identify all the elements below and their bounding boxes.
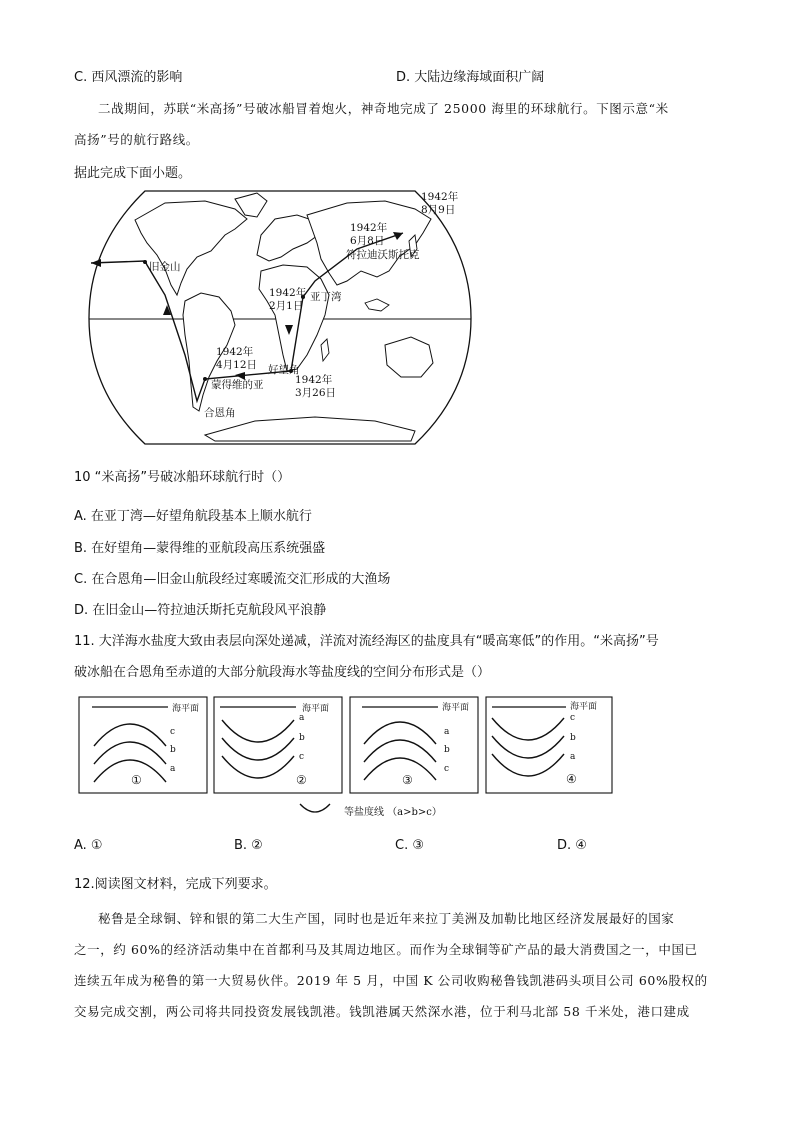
label-date-aug: 1942年 8月9日 bbox=[421, 191, 459, 216]
panel-4-label-mid: b bbox=[570, 733, 576, 743]
panel-4-label-top: c bbox=[570, 713, 576, 723]
q12-line-3: 连续五年成为秘鲁的第一大贸易伙伴。2019 年 5 月，中国 K 公司收购秘鲁钱凯港码头项目公司 60%股权的 bbox=[74, 973, 708, 988]
panel-3-label-bottom: c bbox=[444, 764, 450, 774]
q12-stem: 12.阅读图文材料，完成下列要求。 bbox=[74, 877, 277, 892]
panel-3-label-mid: b bbox=[444, 745, 450, 755]
panel-3-label-top: a bbox=[444, 727, 450, 737]
panel-4-sea-level: 海平面 bbox=[570, 702, 598, 712]
panel-2-label-top: a bbox=[299, 713, 305, 723]
label-cape-of-good-hope: 好望角 bbox=[268, 364, 300, 376]
panel-4-label-bottom: a bbox=[570, 752, 576, 762]
label-montevideo: 蒙得维的亚 bbox=[211, 379, 264, 391]
stop-montevideo bbox=[203, 377, 207, 381]
q11-option-d: D. ④ bbox=[557, 838, 587, 853]
label-san-francisco: 旧金山 bbox=[149, 261, 181, 273]
q10-option-a: A. 在亚丁湾—好望角航段基本上顺水航行 bbox=[74, 509, 312, 524]
panel-2-sea-level: 海平面 bbox=[302, 704, 330, 714]
isohaline-panels bbox=[78, 696, 614, 796]
intro-line-1: 二战期间，苏联“米高扬”号破冰船冒着炮火，神奇地完成了 25000 海里的环球航行。下图示意“米 bbox=[98, 101, 669, 116]
q11-stem-line-1: 11. 大洋海水盐度大致由表层向深处递减，洋流对流经海区的盐度具有“暖高寒低”的作用。“米高扬”号 bbox=[74, 634, 659, 649]
q11-stem-line-2: 破冰船在合恩角至赤道的大部分航段海水等盐度线的空间分布形式是（） bbox=[74, 665, 491, 680]
q12-line-2: 之一，约 60%的经济活动集中在首都利马及其周边地区。而作为全球铜等矿产品的最大消费国之一，中国已 bbox=[74, 942, 698, 957]
intro-line-2: 高扬”号的航行路线。 bbox=[74, 132, 199, 147]
panel-4-number: ④ bbox=[566, 772, 577, 786]
panel-2-label-mid: b bbox=[299, 733, 305, 743]
label-date-feb: 1942年 2月1日 bbox=[269, 287, 307, 312]
route-arrow-west bbox=[91, 259, 101, 267]
panel-2-number: ② bbox=[296, 773, 307, 787]
q12-line-1: 秘鲁是全球铜、锌和银的第二大生产国，同时也是近年来拉丁美洲及加勒比地区经济发展最好的国家 bbox=[98, 911, 675, 926]
isohaline-legend-label: 等盐度线 （a>b>c） bbox=[344, 807, 442, 818]
prev-option-d: D. 大陆边缘海域面积广阔 bbox=[396, 70, 545, 85]
panel-2-label-bottom: c bbox=[299, 752, 305, 762]
instruction: 据此完成下面小题。 bbox=[74, 166, 192, 181]
label-vladivostok: 符拉迪沃斯托克 bbox=[346, 249, 420, 261]
label-gulf-of-aden: 亚丁湾 bbox=[310, 291, 342, 303]
q11-option-c: C. ③ bbox=[395, 838, 424, 853]
label-date-jun: 1942年 6月8日 bbox=[350, 222, 388, 247]
panel-1-sea-level: 海平面 bbox=[172, 704, 200, 714]
q10-option-b: B. 在好望角—蒙得维的亚航段高压系统强盛 bbox=[74, 541, 326, 556]
panel-3-number: ③ bbox=[402, 773, 413, 787]
q11-option-b: B. ② bbox=[234, 838, 263, 853]
panel-1-label-top: c bbox=[170, 727, 176, 737]
panel-1-number: ① bbox=[131, 773, 142, 787]
label-date-apr: 1942年 4月12日 bbox=[216, 346, 258, 371]
q12-line-4: 交易完成交割，两公司将共同投资发展钱凯港。钱凯港属天然深水港，位于利马北部 58 千米处，港口建成 bbox=[74, 1004, 690, 1019]
label-date-mar: 1942年 3月26日 bbox=[295, 374, 337, 399]
prev-option-c: C. 西风漂流的影响 bbox=[74, 70, 183, 85]
isohaline-legend-symbol bbox=[298, 800, 334, 820]
label-cape-horn: 合恩角 bbox=[204, 407, 236, 419]
q10-option-d: D. 在旧金山—符拉迪沃斯托克航段风平浪静 bbox=[74, 603, 327, 618]
q11-option-a: A. ① bbox=[74, 838, 103, 853]
panel-1-label-mid: b bbox=[170, 745, 176, 755]
panel-3-sea-level: 海平面 bbox=[442, 703, 470, 713]
stop-san-francisco bbox=[143, 260, 147, 264]
panel-1-label-bottom: a bbox=[170, 764, 176, 774]
voyage-map bbox=[85, 185, 475, 450]
q10-stem: 10 “米高扬”号破冰船环球航行时（） bbox=[74, 470, 291, 485]
q10-option-c: C. 在合恩角—旧金山航段经过寒暖流交汇形成的大渔场 bbox=[74, 572, 391, 587]
